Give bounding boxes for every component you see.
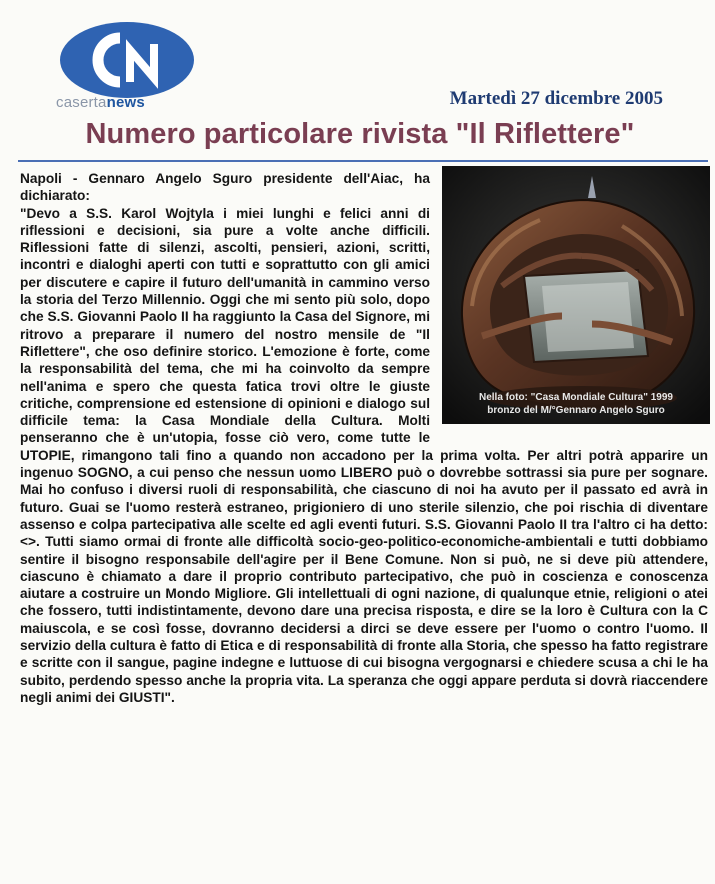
article-headline: Numero particolare rivista "Il Riflettere" — [85, 118, 635, 150]
photo-caption-line2: bronzo del M/°Gennaro Angelo Sguro — [487, 405, 665, 416]
sculpture-image — [442, 166, 710, 424]
logo-word-news: news — [106, 94, 145, 111]
article-paragraph: "Devo a S.S. Karol Wojtyla i miei lunghi e felici anni di riflessioni e decisioni, sia pure a volte anche difficili. Riflessioni fatte di silenzi, ascolti, pensieri, azioni, scritti, incontri e dialoghi aperti con tutti e soprattutto con gli amici per discutere e capire il futuro dell'umanità in cammino verso la storia del Terzo Millennio. Oggi che mi sento più solo, dopo che S.S. Giovanni Paolo II ha raggiunto la Casa del Signore, mi ritrovo a preparare il numero del nostro mensile de "Il Riflettere", che oso definire storico. L'emozione è forte, come la responsabilità del tema, che mi ha coinvolto da sempre nell'anima e spero che questa fatica trovi oltre le giuste critiche, comprensione ed estensione di opinioni e dialogo sul difficile tema: la Casa Mondiale della Cultura. Molti penseranno che è un'utopia, fosse ciò vero, come tutte le UTOPIE, rimangono tali fino a quando non accadono per la prima volta. Per altri potrà apparire un ingenuo SOGNO, a cui penso che nessun uomo LIBERO può o dovrebbe sottrassi sia pure per sognare. Mai ho confuso i diversi ruoli di responsabilità, che ciascuno di noi ha avuto per il passato ed avrà in futuro. Guai se l'uomo resterà estraneo, prigioniero di uno sterile silenzio, che poi rischia di diventare assenso e colpa partecipativa alle scelte ed agli eventi futuri. S.S. Giovanni Paolo II tra l'altro ci ha detto: <>. Tutti siamo ormai di fronte alle difficoltà socio-geo-politico-economiche-ambientali e tutti dobbiamo sentire il bisogno responsabile dell'agire per il Bene Comune. Non si può, ne si deve più attendere, ciascuno è chiamato a dare il proprio contributo partecipativo, che può in coscienza e conoscenza aiutare a costruire un Mondo Migliore. Gli intellettuali di ogni nazione, di qualunque etnie, religioni o atei che fossero, tutti indistintamente, devono dare una precisa risposta, e dire se la loro è Cultura con la C maiuscola, e se così fosse, dovranno decidersi a dirci se deve essere per l'uomo o contro l'uomo. Il servizio della cultura è fatto di Etica e di responsabilità di fronte alla Storia, che spesso ha fatto registrare e scritte con il sangue, pagine indegne e luttuose di cui bisogna vergognarsi e chiedere scusa a chi le ha subito, perdendo spesso anche la propria vita. La speranza che oggi appare perduta si dovrà riaccendere negli animi dei GIUSTI". — [20, 205, 708, 705]
cn-logo-icon — [58, 20, 196, 100]
casertanews-logo — [56, 16, 206, 112]
publication-date: Martedì 27 dicembre 2005 — [449, 88, 663, 109]
sculpture-photo — [442, 166, 710, 424]
logo-wordmark — [56, 94, 206, 111]
photo-caption-line1: Nella foto: "Casa Mondiale Cultura" 1999 — [479, 392, 673, 403]
headline-divider — [18, 160, 708, 162]
photo-caption — [442, 391, 710, 417]
article-intro: Napoli - Gennaro Angelo Sguro presidente dell'Aiac, ha dichiarato: — [20, 171, 430, 204]
logo-word-caserta: caserta — [56, 94, 107, 111]
